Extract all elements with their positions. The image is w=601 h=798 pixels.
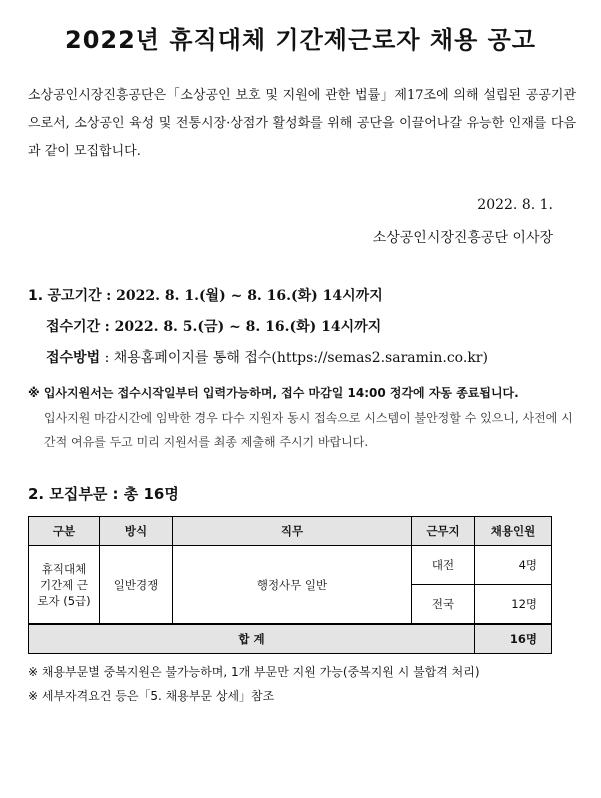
recruitment-table [28, 516, 552, 654]
header-location: 근무지 [412, 517, 475, 546]
period-label: 공고기간 [47, 288, 102, 304]
table-row [29, 546, 552, 585]
receipt-row [28, 316, 588, 347]
header-category: 구분 [29, 517, 100, 546]
footnotes [28, 660, 480, 708]
application-notice [28, 380, 584, 454]
count-cell: 12명 [475, 585, 552, 625]
receipt-label: 접수기간 [46, 319, 101, 335]
footnote-duplicate: ※ 채용부문별 중복지원은 불가능하며, 1개 부문만 지원 가능(중복지원 시 불합격 처리) [28, 665, 480, 679]
issuer: 소상공인시장진흥공단 이사장 [372, 230, 553, 246]
header-job: 직무 [173, 517, 412, 546]
intro-paragraph: 소상공인시장진흥공단은「소상공인 보호 및 지원에 관한 법률」제17조에 의해 설립된 공공기관으로서, 소상공인 육성 및 전통시장·상점가 활성화를 위해 공단을 이끌어나갈 유능한 인재를 다음과 같이 모집합니다. [28, 88, 576, 159]
job-cell: 행정사무 일반 [173, 546, 412, 625]
page-title: 2022년 휴직대체 기간제근로자 채용 공고 [65, 26, 536, 54]
section-number: 1. [28, 288, 44, 304]
notice-detail: 입사지원 마감시간에 임박한 경우 다수 지원자 동시 접속으로 시스템이 불안정할 수 있으니, 사전에 시간적 여유를 두고 미리 지원서를 최종 제출해 주시기 바랍니다. [44, 411, 573, 449]
table-header-row [29, 517, 552, 546]
count-cell: 4명 [475, 546, 552, 585]
location-cell: 전국 [412, 585, 475, 625]
receipt-value: : 2022. 8. 5.(금) ~ 8. 16.(화) 14시까지 [104, 319, 382, 335]
method-value[interactable]: : 채용홈페이지를 통해 접수(https://semas2.saramin.co.kr) [104, 350, 488, 366]
header-count: 채용인원 [475, 517, 552, 546]
period-row [28, 285, 588, 316]
notice-bold: ※ 입사지원서는 접수시작일부터 입력가능하며, 접수 마감일 14:00 정각에 자동 종료됩니다. [28, 386, 519, 400]
method-label: 접수방법 [46, 350, 101, 366]
footnote-details: ※ 세부자격요건 등은「5. 채용부문 상세」참조 [28, 689, 275, 703]
location-cell: 대전 [412, 546, 475, 585]
section-recruitment-heading: 2. 모집부문 : 총 16명 [28, 485, 179, 503]
category-cell: 휴직대체 기간제 근로자 (5급) [29, 546, 100, 625]
header-method: 방식 [100, 517, 173, 546]
period-value: : 2022. 8. 1.(월) ~ 8. 16.(화) 14시까지 [106, 288, 383, 304]
total-label: 합 계 [29, 624, 475, 654]
total-row [29, 624, 552, 654]
section-schedule [28, 285, 588, 378]
method-cell: 일반경쟁 [100, 546, 173, 625]
method-row [28, 347, 588, 378]
total-count: 16명 [475, 624, 552, 654]
announcement-date: 2022. 8. 1. [477, 197, 553, 213]
